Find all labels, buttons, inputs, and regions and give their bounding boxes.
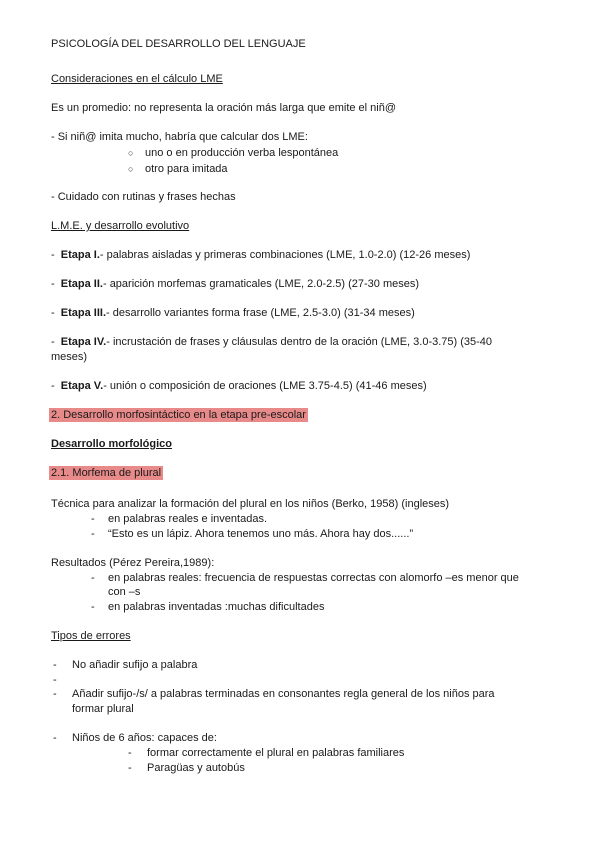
dash-bullet-icon: - (53, 674, 57, 686)
stage-label: Etapa I. (60, 249, 100, 261)
list-item: Paragüas y autobús (147, 762, 245, 774)
dash-bullet-icon: - (53, 688, 57, 700)
list-item-continuation: formar plural (72, 703, 134, 715)
paragraph-resultados: Resultados (Pérez Pereira,1989): (51, 557, 215, 569)
highlighted-heading (49, 408, 308, 422)
highlighted-heading-text: 2. Desarrollo morfosintáctico en la etapa pre-escolar (51, 409, 306, 421)
stage-text: - desarrollo variantes forma frase (LME, 2.5-3.0) (31-34 meses) (106, 307, 415, 319)
stage-item: - Etapa III.- desarrollo variantes forma frase (LME, 2.5-3.0) (31-34 meses) (51, 307, 415, 319)
stage-label: Etapa IV. (60, 336, 107, 348)
paragraph-tecnica: Técnica para analizar la formación del plural en los niños (Berko, 1958) (ingleses) (51, 498, 450, 510)
section-heading-lme-desarrollo: L.M.E. y desarrollo evolutivo (51, 220, 190, 232)
stage-label: Etapa V. (60, 380, 104, 392)
stage-text: - unión o composición de oraciones (LME 3.75-4.5) (41-46 meses) (103, 380, 427, 392)
list-item: otro para imitada (145, 163, 228, 175)
paragraph-promedio: Es un promedio: no representa la oración más larga que emite el niñ@ (51, 102, 397, 114)
list-item: uno o en producción verba lespontánea (145, 147, 339, 159)
stage-item: - Etapa II.- aparición morfemas gramaticales (LME, 2.0-2.5) (27-30 meses) (51, 278, 420, 290)
list-item: en palabras reales: frecuencia de respuestas correctas con alomorfo –es menor que (108, 572, 519, 584)
circle-bullet-icon: ○ (128, 148, 134, 158)
section-heading-errores: Tipos de errores (51, 630, 131, 642)
list-item: en palabras reales e inventadas. (108, 513, 267, 525)
dash-bullet-icon: - (53, 659, 57, 671)
stage-text: - aparición morfemas gramaticales (LME, 2.0-2.5) (27-30 meses) (102, 278, 420, 290)
dash-bullet-icon: - (91, 601, 95, 613)
stage-item: - Etapa IV.- incrustación de frases y cláusulas dentro de la oración (LME, 3.0-3.75) (35-40 (51, 336, 493, 348)
dash-bullet-icon: - (91, 528, 95, 540)
circle-bullet-icon: ○ (128, 164, 134, 174)
dash-bullet-icon: - (128, 747, 132, 759)
list-item: en palabras inventadas :muchas dificultades (108, 601, 325, 613)
dash-bullet-icon: - (128, 762, 132, 774)
list-item: Niños de 6 años: capaces de: (72, 732, 217, 744)
stage-text-continuation: meses) (51, 351, 88, 363)
document-title: PSICOLOGÍA DEL DESARROLLO DEL LENGUAJE (51, 38, 306, 50)
stage-text: - palabras aisladas y primeras combinaciones (LME, 1.0-2.0) (12-26 meses) (99, 249, 471, 261)
stage-item: - Etapa V.- unión o composición de oraciones (LME 3.75-4.5) (41-46 meses) (51, 380, 427, 392)
subheading-morfologico: Desarrollo morfológico (51, 438, 173, 450)
stage-label: Etapa II. (60, 278, 103, 290)
dash-bullet-icon: - (91, 513, 95, 525)
dash-bullet-icon: - (91, 572, 95, 584)
stage-text: - incrustación de frases y cláusulas dentro de la oración (LME, 3.0-3.75) (35-40 (106, 336, 493, 348)
list-item-continuation: con –s (108, 586, 141, 598)
highlighted-section-text: 2.1. Morfema de plural (51, 467, 162, 479)
stage-item: - Etapa I.- palabras aisladas y primeras combinaciones (LME, 1.0-2.0) (12-26 meses) (51, 249, 471, 261)
list-item: Añadir sufijo-/s/ a palabras terminadas en consonantes regla general de los niños para (72, 688, 495, 700)
section-heading-lme: Consideraciones en el cálculo LME (51, 73, 223, 85)
list-item: formar correctamente el plural en palabras familiares (147, 747, 405, 759)
list-item: No añadir sufijo a palabra (72, 659, 198, 671)
dash-bullet-icon: - (53, 732, 57, 744)
paragraph-imita: - Si niñ@ imita mucho, habría que calcular dos LME: (51, 131, 308, 143)
highlighted-section (49, 466, 163, 480)
list-item: “Esto es un lápiz. Ahora tenemos uno más. Ahora hay dos......” (108, 528, 414, 540)
stage-label: Etapa III. (60, 307, 107, 319)
paragraph-rutinas: - Cuidado con rutinas y frases hechas (51, 191, 236, 203)
